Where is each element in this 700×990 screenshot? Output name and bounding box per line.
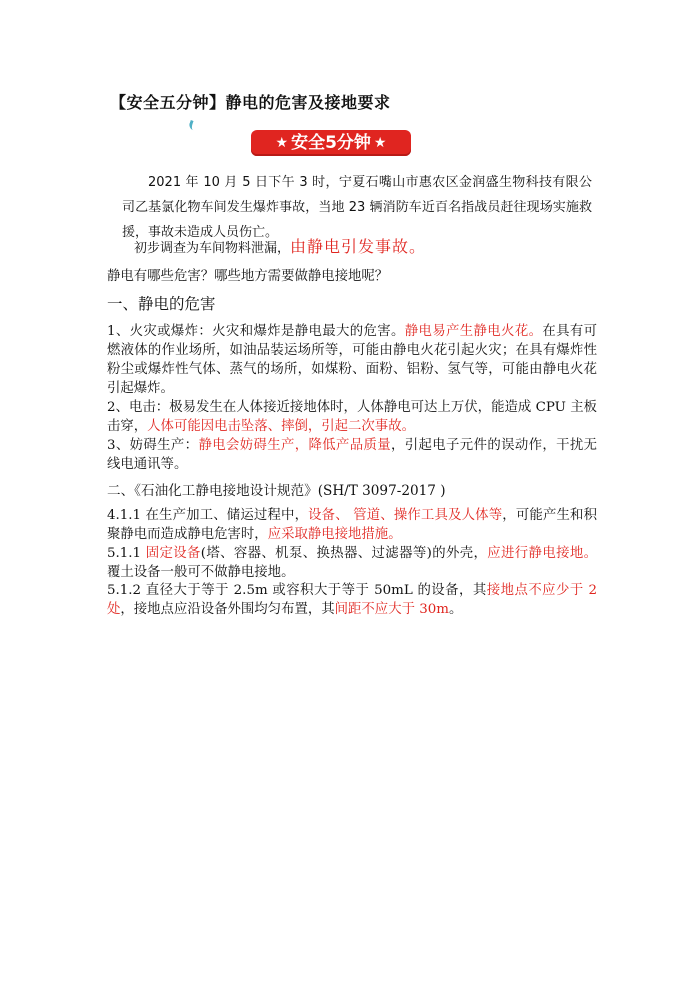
cause-paragraph xyxy=(134,236,594,260)
hazard-shock-highlight: 人体可能因电击坠落、摔倒，引起二次事故。 xyxy=(147,419,415,434)
clause-5-1-1 xyxy=(107,544,597,582)
hazard-fire-highlight: 静电易产生静电火花。 xyxy=(404,324,543,339)
hazard-fire-detail: 在具有可燃液体的作业场所，如油品装运场所等，可能由静电火花引起火灾；在具有爆炸性粉尘或爆炸性气体、蒸气的场所，如煤粉、面粉、铝粉、氢气等，可能由静电火花引起爆炸。 xyxy=(107,324,597,396)
clause-5-1-1-highlight: 固定设备 xyxy=(145,546,201,561)
hazard-item-fire xyxy=(107,322,597,398)
clause-5-1-2-spacing: 间距不应大于 30m xyxy=(334,602,449,617)
star-icon: ★ xyxy=(275,135,289,151)
hazard-production-detail: ，引起电子元件的误动作，干扰无线电通讯等。 xyxy=(107,438,598,472)
hazard-shock-text: 2、电击：极易发生在人体接近接地体时，人体静电可达上万伏，能造成 CPU 主板击穿， xyxy=(107,400,597,434)
clause-5-1-1-number: 5.1.1 xyxy=(107,546,146,561)
clause-4-1-1 xyxy=(107,506,597,544)
cause-text: 初步调查为车间物料泄漏， xyxy=(134,241,291,256)
section2-heading: 二、《石油化工静电接地设计规范》(SH/T 3097-2017 ) xyxy=(107,483,446,499)
safety-banner xyxy=(251,130,411,156)
clause-5-1-2 xyxy=(107,581,597,619)
decorative-mark xyxy=(188,120,199,131)
cause-highlight: 由静电引发事故。 xyxy=(290,237,427,256)
clause-5-1-1-requirement: 应进行静电接地。 xyxy=(487,546,598,561)
section1-heading: 一、静电的危害 xyxy=(107,295,216,313)
hazard-production-highlight: 静电会妨碍生产，降低产品质量 xyxy=(198,438,392,453)
question-text: 静电有哪些危害？哪些地方需要做静电接地呢？ xyxy=(107,269,389,284)
clause-4-1-1-highlight: 设备、 管道、操作工具及人体等 xyxy=(308,508,503,523)
intro-paragraph: 2021 年 10 月 5 日下午 3 时，宁夏石嘴山市惠农区金润盛生物科技有限公司乙基氯化物车间发生爆炸事故，当地 23 辆消防车近百名指战员赶往现场实施救援，事故未造成人员伤亡。 xyxy=(122,175,592,240)
banner-text: 安全5分钟 xyxy=(291,133,371,153)
clause-4-1-1-requirement: 应采取静电接地措施。 xyxy=(267,527,402,542)
clause-5-1-2-text: 5.1.2 直径大于等于 2.5m 或容积大于等于 50mL 的设备，其 xyxy=(107,583,487,598)
hazard-fire-text: 1、火灾或爆炸：火灾和爆炸是静电最大的危害。 xyxy=(107,324,405,339)
clause-5-1-2-detail: ，接地点应沿设备外围均匀布置，其 xyxy=(120,602,335,617)
star-icon: ★ xyxy=(373,135,387,151)
clause-4-1-1-text: 4.1.1 在生产加工、储运过程中， xyxy=(107,508,309,523)
hazard-production-text: 3、妨碍生产： xyxy=(107,438,199,453)
hazard-item-shock xyxy=(107,398,597,436)
hazard-item-production xyxy=(107,436,597,474)
clause-4-1-1-detail: ，可能产生和积聚静电而造成静电危害时， xyxy=(107,508,598,542)
clause-5-1-1-detail: (塔、容器、机泵、换热器、过滤器等)的外壳， xyxy=(200,546,488,561)
clause-5-1-2-end: 。 xyxy=(448,602,463,617)
clause-5-1-1-note: 覆土设备一般可不做静电接地。 xyxy=(107,565,295,580)
page-title: 【安全五分钟】静电的危害及接地要求 xyxy=(110,93,391,112)
clause-5-1-2-highlight: 接地点不应少于 2 处 xyxy=(107,583,597,617)
